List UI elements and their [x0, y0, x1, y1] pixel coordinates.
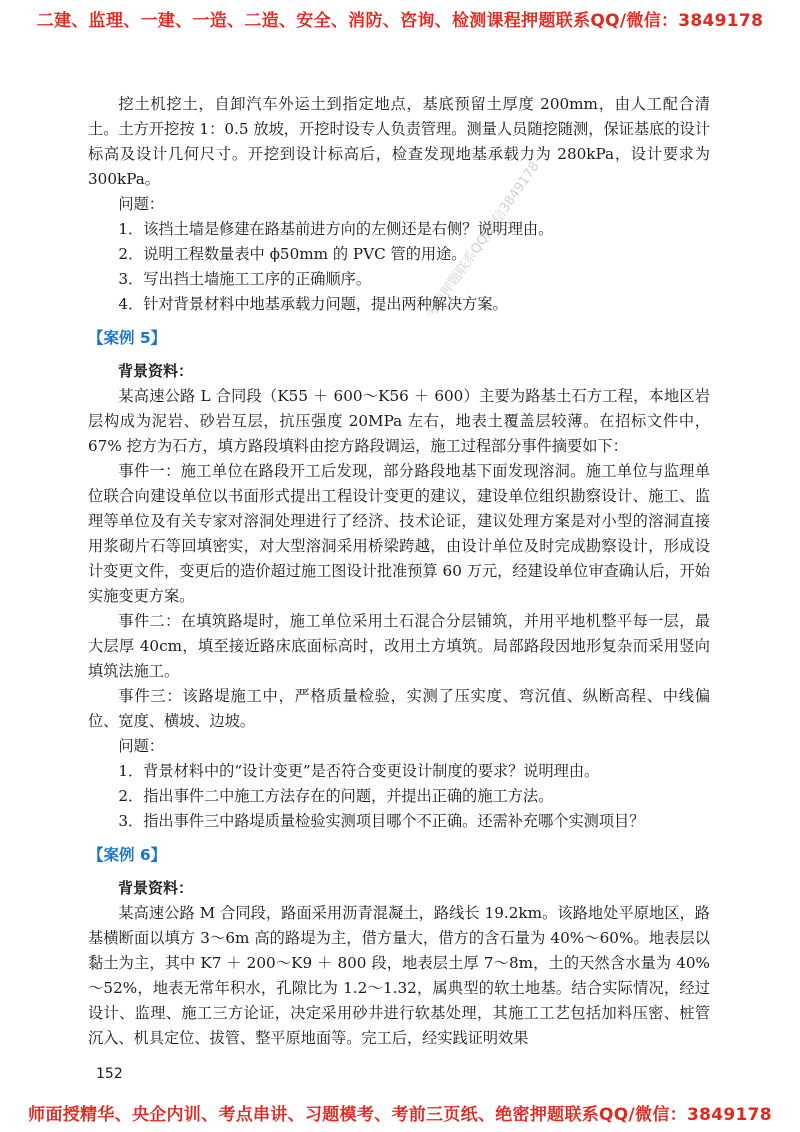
bottom-banner: 师面授精华、央企内训、考点串讲、习题模考、考前三页纸、绝密押题联系QQ/微信：3849178 [28, 1105, 772, 1125]
case6-paragraph-1: 某高速公路 M 合同段，路面采用沥青混凝土，路线长 19.2km。该路地处平原地区，路基横断面以填方 3～6m 高的路堤为主，借方量大，借方的含石量为 40%～60%。地表层以黏土为主，其中 K7 ＋ 200～K9 ＋ 800 段，地表层土厚 7～8m，土的天然含水量为 40%～52%，地表无常年积水，孔隙比为 1.2～1.32，属典型的软土地基。结合实际情况，经过设计、监理、施工三方论证，决定采用砂井进行软基处理，其施工工艺包括加料压密、桩管沉入、机具定位、拔管、整平原地面等。完工后，经实践证明效果 [88, 904, 710, 1047]
intro-questions-label: 问题： [118, 195, 164, 213]
case5-question-3: 3．指出事件三中路堤质量检验实测项目哪个不正确。还需补充哪个实测项目？ [118, 812, 645, 830]
watermark: 考前押题联系QQ/微信3849178 [423, 159, 543, 321]
case6-background-label: 背景资料： [118, 879, 194, 897]
page-number: 152 [96, 1066, 123, 1082]
case5-title: 【案例 5】 [88, 329, 167, 347]
case5-paragraph-1: 某高速公路 L 合同段（K55 ＋ 600～K56 ＋ 600）主要为路基土石方工程，本地区岩层构成为泥岩、砂岩互层，抗压强度 20MPa 左右，地表土覆盖层较薄。在招标文件中，67% 挖方为石方，填方路段填料由挖方路段调运，施工过程部分事件摘要如下： [88, 387, 710, 455]
case5-event-2: 事件二：在填筑路堤时，施工单位采用土石混合分层铺筑，并用平地机整平每一层，最大层厚 40cm，填至接近路床底面标高时，改用土方填筑。局部路段因地形复杂而采用竖向填筑法施工。 [88, 612, 710, 680]
case5-questions-label: 问题： [118, 737, 164, 755]
case5-event-3: 事件三：该路堤施工中，严格质量检验，实测了压实度、弯沉值、纵断高程、中线偏位、宽度、横坡、边坡。 [88, 687, 710, 730]
case5-background-label: 背景资料： [118, 362, 194, 380]
page-content [88, 92, 710, 1051]
intro-question-1: 1．该挡土墙是修建在路基前进方向的左侧还是右侧？说明理由。 [118, 220, 554, 238]
intro-question-2: 2．说明工程数量表中 ϕ50mm 的 PVC 管的用途。 [118, 245, 467, 263]
case5-question-2: 2．指出事件二中施工方法存在的问题，并提出正确的施工方法。 [118, 787, 554, 805]
case5-question-1: 1．背景材料中的“设计变更”是否符合变更设计制度的要求？说明理由。 [118, 762, 600, 780]
top-banner: 二建、监理、一建、一造、二造、安全、消防、咨询、检测课程押题联系QQ/微信：3849178 [36, 11, 764, 31]
case5-event-1: 事件一：施工单位在路段开工后发现，部分路段地基下面发现溶洞。施工单位与监理单位联合向建设单位以书面形式提出工程设计变更的建议，建设单位组织勘察设计、施工、监理等单位及有关专家对溶洞处理进行了经济、技术论证，建议处理方案是对小型的溶洞直接用浆砌片石等回填密实，对大型溶洞采用桥梁跨越，由设计单位及时完成勘察设计，形成设计变更文件，变更后的造价超过施工图设计批准预算 60 万元，经建设单位审查确认后，开始实施变更方案。 [88, 462, 710, 605]
intro-paragraph: 挖土机挖土，自卸汽车外运土到指定地点，基底预留土厚度 200mm，由人工配合清土。土方开挖按 1：0.5 放坡，开挖时设专人负责管理。测量人员随挖随测，保证基底的设计标高及设计几何尺寸。开挖到设计标高后，检查发现地基承载力为 280kPa，设计要求为 300kPa。 [88, 95, 710, 188]
case6-title: 【案例 6】 [88, 846, 167, 864]
intro-question-4: 4．针对背景材料中地基承载力问题，提出两种解决方案。 [118, 295, 508, 313]
intro-question-3: 3．写出挡土墙施工工序的正确顺序。 [118, 270, 372, 288]
